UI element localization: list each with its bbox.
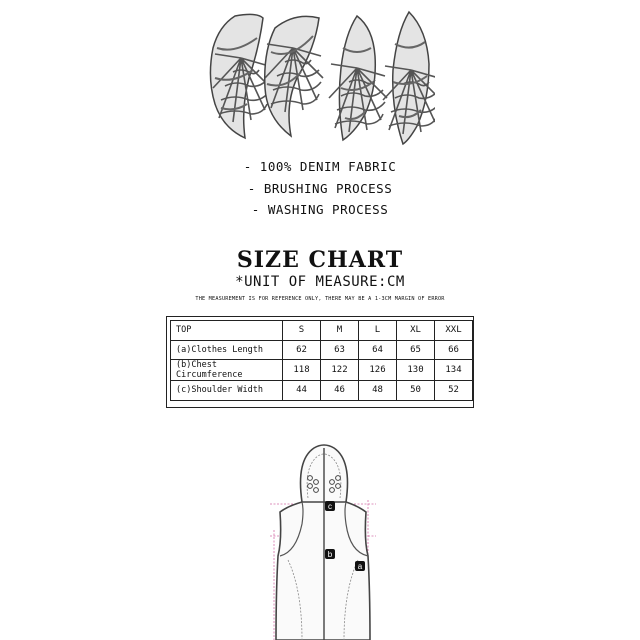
table-cell: 63	[321, 340, 359, 360]
table-cell: 130	[397, 360, 435, 381]
hooded-vest-diagram	[268, 440, 378, 640]
table-cell: 50	[397, 381, 435, 401]
vest-body-outline	[276, 502, 370, 640]
column-header-xxl: XXL	[435, 321, 473, 341]
unit-of-measure: *UNIT OF MEASURE:CM	[235, 274, 405, 290]
table-cell: 126	[359, 360, 397, 381]
table-cell: 44	[283, 381, 321, 401]
table-cell: 64	[359, 340, 397, 360]
table-cell: 66	[435, 340, 473, 360]
size-table	[170, 320, 473, 401]
measure-marker-a	[355, 561, 365, 571]
column-header-s: S	[283, 321, 321, 341]
table-cell: 122	[321, 360, 359, 381]
table-cell: 52	[435, 381, 473, 401]
table-cell: 65	[397, 340, 435, 360]
measure-marker-c	[325, 501, 335, 511]
column-header-l: L	[359, 321, 397, 341]
web-patch-3	[329, 16, 387, 140]
measure-marker-b	[325, 549, 335, 559]
web-patch-2	[265, 16, 323, 136]
measurement-note: THE MEASUREMENT IS FOR REFERENCE ONLY, THERE MAY BE A 1-3CM MARGIN OF ERROR	[195, 296, 445, 302]
spider-web-patches-illustration	[205, 8, 435, 146]
svg-text:b: b	[327, 550, 333, 559]
row-label: (b)Chest Circumference	[171, 360, 283, 381]
svg-text:a: a	[357, 562, 363, 571]
feature-line: - 100% DENIM FABRIC	[243, 159, 397, 174]
table-cell: 46	[321, 381, 359, 401]
table-row	[171, 360, 473, 381]
feature-line: - BRUSHING PROCESS	[247, 180, 393, 196]
column-header-top: TOP	[171, 321, 283, 341]
size-chart-title: SIZE CHART	[236, 247, 404, 273]
web-patch-4	[383, 12, 435, 144]
table-row	[171, 381, 473, 401]
row-label: (a)Clothes Length	[171, 340, 283, 360]
feature-line: - WASHING PROCESS	[251, 202, 389, 217]
column-header-m: M	[321, 321, 359, 341]
table-cell: 62	[283, 340, 321, 360]
column-header-xl: XL	[397, 321, 435, 341]
table-cell: 48	[359, 381, 397, 401]
web-patch-1	[210, 14, 271, 138]
svg-text:c: c	[328, 502, 332, 511]
row-label: (c)Shoulder Width	[171, 381, 283, 401]
table-cell: 134	[435, 360, 473, 381]
table-header-row	[171, 321, 473, 341]
product-features	[0, 156, 640, 221]
table-row	[171, 340, 473, 360]
table-cell: 118	[283, 360, 321, 381]
